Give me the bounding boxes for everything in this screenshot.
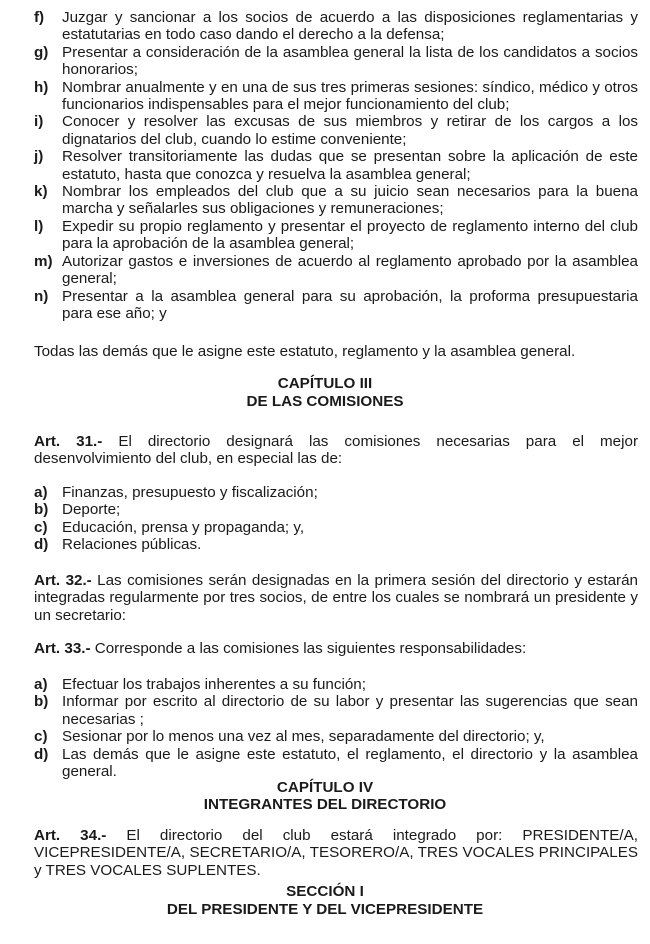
- article-32: [34, 572, 638, 624]
- article-text: El directorio designará las comisiones necesarias para el mejor desenvolvimiento del club, en especial las de:: [34, 433, 639, 468]
- list-item: [34, 148, 638, 183]
- list-item: [34, 79, 638, 114]
- article-number: Art. 32.-: [34, 572, 92, 589]
- list-item: [34, 693, 638, 728]
- closing-paragraph: Todas las demás que le asigne este estatuto, reglamento y la asamblea general.: [34, 343, 576, 360]
- article-number: Art. 34.-: [34, 827, 107, 844]
- item-text: Expedir su propio reglamento y presentar el proyecto de reglamento interno del club para la aprobación de la asamblea general;: [62, 217, 638, 253]
- list-item: [34, 501, 638, 518]
- item-text: Las demás que le asigne este estatuto, el reglamento, el directorio y la asamblea general.: [62, 745, 638, 781]
- article-number: Art. 33.-: [34, 640, 91, 657]
- item-text: Relaciones públicas.: [62, 536, 202, 554]
- item-text: Educación, prensa y propaganda; y,: [62, 518, 305, 536]
- list-item: [34, 288, 638, 323]
- item-letter: f): [34, 9, 45, 26]
- list-item: [34, 113, 638, 148]
- item-letter: m): [34, 252, 53, 270]
- list-item: [34, 44, 638, 79]
- chapter-3-subtitle: DE LAS COMISIONES: [246, 393, 404, 410]
- chapter-4-title: CAPÍTULO IV: [276, 779, 374, 796]
- list-item: [34, 519, 638, 536]
- item-letter: g): [34, 43, 49, 61]
- item-letter: d): [34, 536, 49, 554]
- item-letter: l): [34, 217, 44, 235]
- article-33: [34, 640, 638, 657]
- item-text: Juzgar y sancionar a los socios de acuerdo a las disposiciones reglamentarias y estatutarias en todo caso dando el derecho a la defensa;: [62, 9, 638, 44]
- item-text: Nombrar los empleados del club que a su juicio sean necesarios para la buena marcha y señalarles sus obligaciones y remuneraciones;: [62, 183, 638, 218]
- list-item: [34, 536, 638, 553]
- article-33-list: [34, 676, 638, 780]
- item-letter: k): [34, 183, 48, 201]
- list-item: [34, 746, 638, 781]
- item-letter: c): [34, 728, 48, 746]
- section-1-subtitle: DEL PRESIDENTE Y DEL VICEPRESIDENTE: [166, 901, 484, 918]
- item-text: Informar por escrito al directorio de su labor y presentar las sugerencias que sean necesarias ;: [62, 693, 638, 728]
- article-34: [34, 827, 638, 879]
- section-1-title: SECCIÓN I: [286, 883, 364, 900]
- item-letter: n): [34, 287, 49, 305]
- chapter-3-title: CAPÍTULO III: [277, 375, 373, 392]
- article-31: [34, 433, 638, 468]
- list-item: [34, 728, 638, 745]
- item-letter: i): [34, 113, 44, 131]
- item-text: Autorizar gastos e inversiones de acuerdo al reglamento aprobado por la asamblea general;: [62, 252, 638, 288]
- item-letter: j): [34, 148, 44, 166]
- list-item: [34, 183, 638, 218]
- article-number: Art. 31.-: [34, 433, 103, 450]
- item-text: Resolver transitoriamente las dudas que se presentan sobre la aplicación de este estatuto, hasta que conozca y resuelva la asamblea general;: [62, 148, 638, 183]
- chapter-4-subtitle: INTEGRANTES DEL DIRECTORIO: [203, 796, 447, 813]
- list-item: [34, 9, 638, 44]
- list-item: [34, 484, 638, 501]
- article-31-list: [34, 484, 638, 554]
- item-text: Finanzas, presupuesto y fiscalización;: [62, 484, 318, 501]
- item-text: Deporte;: [62, 501, 121, 519]
- item-letter: a): [34, 676, 48, 693]
- item-letter: d): [34, 745, 49, 763]
- item-letter: c): [34, 518, 48, 536]
- list-item: [34, 676, 638, 693]
- article-text: Corresponde a las comisiones las siguientes responsabilidades:: [90, 640, 527, 657]
- top-list: [34, 9, 638, 322]
- list-item: [34, 218, 638, 253]
- item-text: Conocer y resolver las excusas de sus miembros y retirar de los cargos a los dignatarios del club, cuando lo estime conveniente;: [62, 113, 638, 148]
- list-item: [34, 253, 638, 288]
- item-letter: a): [34, 484, 48, 501]
- item-text: Nombrar anualmente y en una de sus tres primeras sesiones: síndico, médico y otros funcionarios indispensables para el mejor funcionamiento del club;: [62, 78, 638, 114]
- item-text: Presentar a consideración de la asamblea general la lista de los candidatos a socios honorarios;: [62, 43, 638, 79]
- item-text: Efectuar los trabajos inherentes a su función;: [62, 676, 366, 693]
- article-text: Las comisiones serán designadas en la primera sesión del directorio y estarán integradas regularmente por tres socios, de entre los cuales se nombrará un presidente y un secretario:: [34, 572, 638, 624]
- item-letter: h): [34, 78, 49, 96]
- article-text: El directorio del club estará integrado por: PRESIDENTE/A, VICEPRESIDENTE/A, SECRETARIO/A, TESORERO/A, TRES VOCALES PRINCIPALES y TRES VOCALES SUPLENTES.: [34, 827, 639, 879]
- item-letter: b): [34, 693, 49, 711]
- item-letter: b): [34, 501, 49, 519]
- item-text: Sesionar por lo menos una vez al mes, separadamente del directorio; y,: [62, 728, 545, 746]
- item-text: Presentar a la asamblea general para su aprobación, la proforma presupuestaria para ese año; y: [62, 287, 638, 322]
